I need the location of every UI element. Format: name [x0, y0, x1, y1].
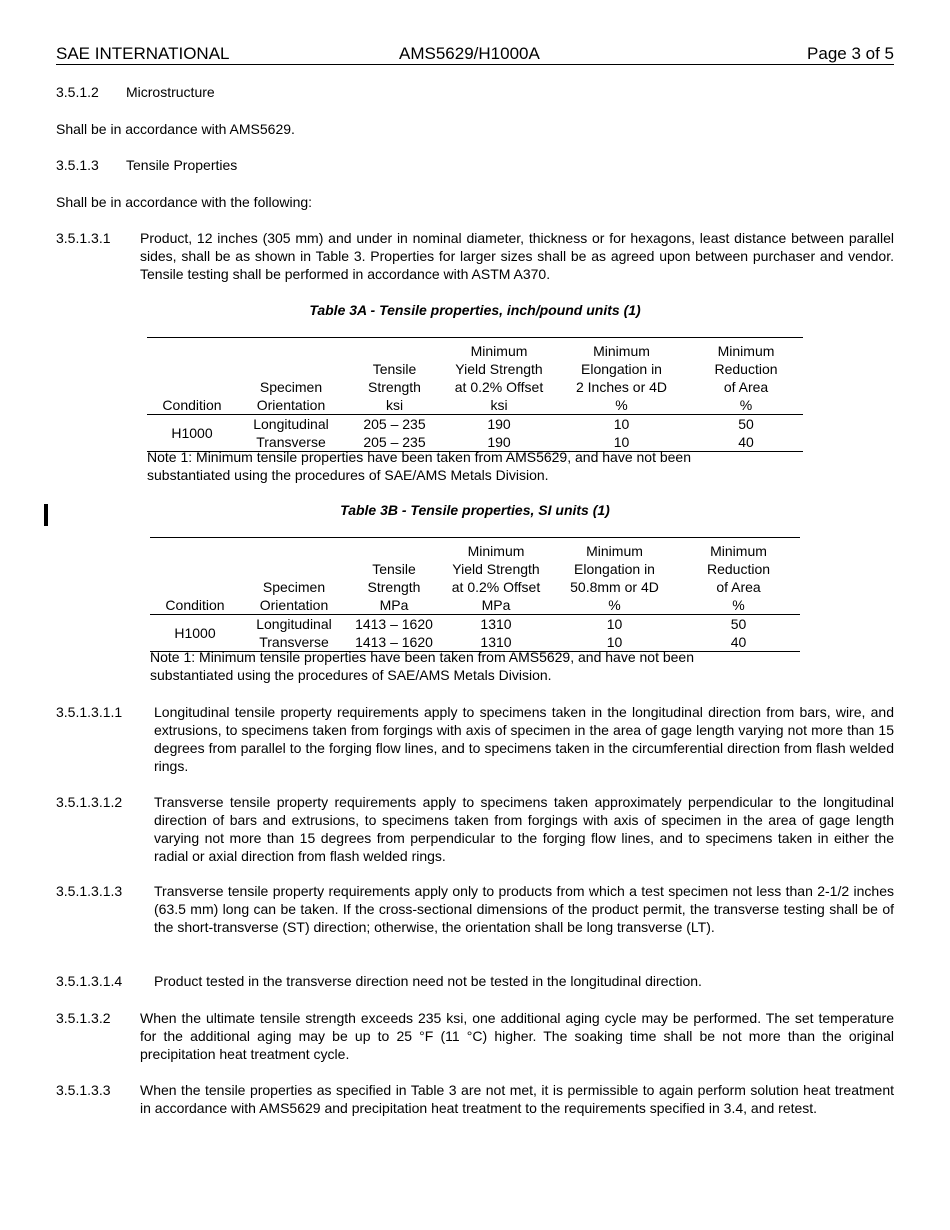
paragraph-number: 3.5.1.3.1.4 [56, 973, 123, 989]
section-3-5-1-2-text: Shall be in accordance with AMS5629. [56, 121, 295, 137]
table-cell: Longitudinal [256, 616, 332, 632]
table-cell: 10 [606, 616, 623, 632]
header-cell: Tensile Strength MPa [348, 538, 440, 615]
table-cell: 50 [738, 416, 754, 432]
paragraph-text: Transverse tensile property requirements apply to specimens taken approximately perpendicular to the longitudinal direction of bars and extrusions, to specimens taken from forgings with axis of specimen in the area of gage length varying not more than 15 degrees from perpendicular to the forging flow lines, and to specimens taken in either the radial or axial direction from flash welded rings. [154, 794, 894, 864]
table-cell: Transverse [237, 433, 345, 452]
table-3b-note: Note 1: Minimum tensile properties have been taken from AMS5629, and have not been substantiated using the procedures of SAE/AMS Metals Division. [150, 649, 694, 683]
table-cell: 1310 [480, 616, 512, 632]
header-page-number: Page 3 of 5 [807, 44, 894, 63]
paragraph-text: Longitudinal tensile property requirements apply to specimens taken in the longitudinal direction from bars, wire, and extrusions, to specimens taken from forgings with axis of specimen in the area of gage length varying not more than 15 degrees from parallel to the forging flow lines, and to specimens taken in the circumferential direction from flash welded rings. [154, 704, 894, 774]
table-cell: 10 [613, 416, 630, 432]
paragraph-3-5-1-3-2 [56, 1009, 894, 1063]
table-row [147, 415, 803, 434]
paragraph-number: 3.5.1.3.1 [56, 230, 111, 246]
section-3-5-1-3-text: Shall be in accordance with the following: [56, 194, 313, 210]
section-3-5-1-3-heading [56, 156, 238, 174]
header-cell: Minimum Yield Strength at 0.2% Offset MPa [440, 538, 552, 615]
paragraph-text: Product tested in the transverse direction need not be tested in the longitudinal direction. [154, 973, 702, 989]
header-cell: Minimum Reduction of Area % [689, 338, 803, 415]
text-cursor-icon [44, 504, 48, 526]
header-cell: Condition [147, 338, 237, 415]
paragraph-number: 3.5.1.3.1.3 [56, 883, 123, 899]
paragraph-3-5-1-3-1-4 [56, 972, 894, 990]
paragraph-text: When the ultimate tensile strength exceeds 235 ksi, one additional aging cycle may be performed. The set temperature for the additional aging may be up to 25 °F (11 °C) higher. The soaking time shall be not more than the original precipitation heat treatment cycle. [140, 1010, 894, 1062]
paragraph-number: 3.5.1.3.1.2 [56, 794, 123, 810]
condition-cell: H1000 [147, 415, 237, 452]
section-title: Microstructure [126, 84, 215, 100]
header-cell: Minimum Reduction of Area % [677, 538, 800, 615]
table-cell: Transverse [240, 633, 348, 652]
paragraph-text: Product, 12 inches (305 mm) and under in nominal diameter, thickness or for hexagons, least distance between parallel sides, shall be as shown in Table 3. Properties for larger sizes shall be as agreed upon between purchaser and vendor. Tensile testing shall be performed in accordance with ASTM A370. [140, 230, 894, 282]
header-cell: Specimen Orientation [237, 338, 345, 415]
paragraph-number: 3.5.1.3.1.1 [56, 704, 123, 720]
table-cell: 205 – 235 [345, 433, 444, 452]
header-cell: Tensile Strength ksi [345, 338, 444, 415]
paragraph-text: Transverse tensile property requirements apply only to products from which a test specimen not less than 2-1/2 inches (63.5 mm) long can be taken. If the cross-sectional dimensions of the product permit, the transverse testing shall be of the short-transverse (ST) direction; otherwise, the orientation shall be long transverse (LT). [154, 883, 894, 935]
section-title: Tensile Properties [126, 157, 238, 173]
table-header-row [147, 338, 803, 415]
condition-cell: H1000 [150, 615, 240, 652]
header-cell: Minimum Yield Strength at 0.2% Offset ksi [444, 338, 554, 415]
table-cell: 190 [487, 416, 511, 432]
paragraph-number: 3.5.1.3.3 [56, 1082, 111, 1098]
header-org: SAE INTERNATIONAL [56, 44, 230, 63]
table-cell: 50 [730, 616, 747, 632]
table-3a-caption: Table 3A - Tensile properties, inch/pound units (1) [309, 302, 641, 318]
table-3a [147, 337, 803, 452]
table-cell: 205 – 235 [363, 416, 426, 432]
table-header-row [150, 538, 800, 615]
paragraph-text: When the tensile properties as specified in Table 3 are not met, it is permissible to again perform solution heat treatment in accordance with AMS5629 and precipitation heat treatment to the requirements specified in 3.4, and retest. [140, 1082, 894, 1116]
page-header [56, 44, 894, 65]
table-cell: 1413 – 1620 [348, 633, 440, 652]
table-row [150, 615, 800, 634]
table-cell: 10 [552, 633, 677, 652]
table-cell: 1413 – 1620 [355, 616, 433, 632]
header-cell: Specimen Orientation [240, 538, 348, 615]
header-doc-id: AMS5629/H1000A [399, 44, 540, 63]
section-3-5-1-2-heading [56, 83, 215, 101]
header-cell: Minimum Elongation in 50.8mm or 4D % [552, 538, 677, 615]
table-3b [150, 537, 800, 652]
paragraph-3-5-1-3-1 [56, 229, 894, 283]
table-cell: 40 [677, 633, 800, 652]
paragraph-number: 3.5.1.3.2 [56, 1010, 111, 1026]
paragraph-3-5-1-3-3 [56, 1081, 894, 1117]
section-number: 3.5.1.3 [56, 157, 99, 173]
paragraph-3-5-1-3-1-3 [56, 882, 894, 936]
section-number: 3.5.1.2 [56, 84, 99, 100]
header-cell: Minimum Elongation in 2 Inches or 4D % [554, 338, 689, 415]
table-cell: 40 [689, 433, 803, 452]
table-3b-caption: Table 3B - Tensile properties, SI units (1) [340, 502, 610, 518]
table-cell: 10 [554, 433, 689, 452]
table-3a-note: Note 1: Minimum tensile properties have been taken from AMS5629, and have not been substantiated using the procedures of SAE/AMS Metals Division. [147, 449, 691, 483]
paragraph-3-5-1-3-1-2 [56, 793, 894, 865]
header-cell: Condition [150, 538, 240, 615]
paragraph-3-5-1-3-1-1 [56, 703, 894, 775]
table-cell: 1310 [440, 633, 552, 652]
table-cell: 190 [444, 433, 554, 452]
table-cell: Longitudinal [253, 416, 329, 432]
